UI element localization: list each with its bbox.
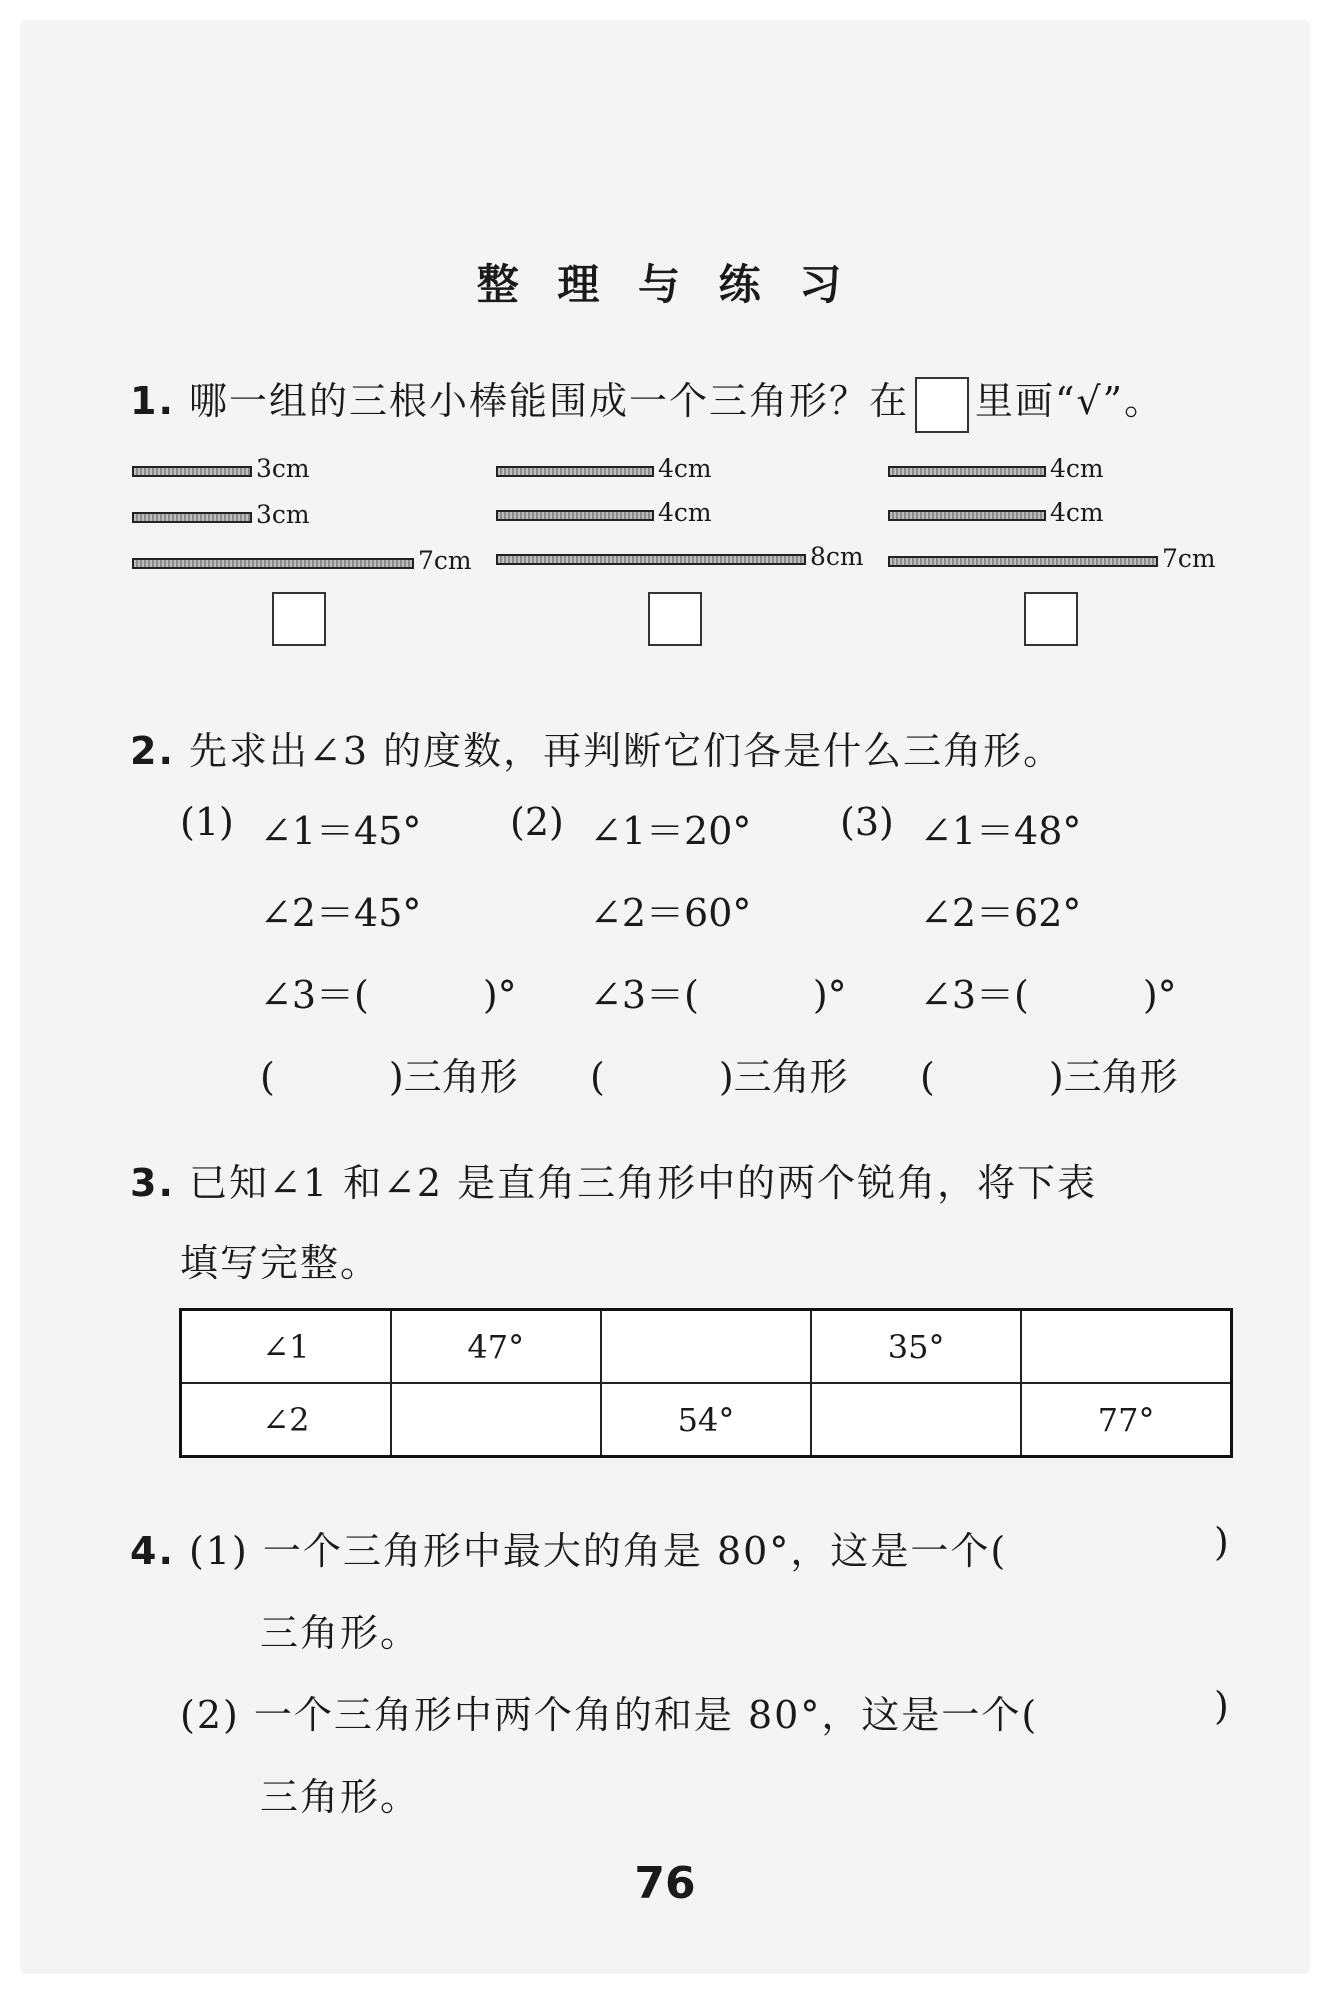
q2-item-2-number: (2) [510,800,564,844]
q2-item-2-angle3-blank[interactable]: ∠3＝( )° [590,973,847,1017]
table-cell-blank[interactable] [811,1383,1021,1457]
stick-label: 8cm [810,542,864,571]
question-3 [130,1152,1097,1207]
stick [496,510,654,521]
answer-checkbox-3[interactable] [1024,592,1078,646]
q4-part-2-text: 一个三角形中两个角的和是 80°，这是一个( [253,1693,1039,1737]
q2-item-3-angle1: ∠1＝48° [920,809,1082,853]
page-title: 整 理 与 练 习 [476,260,854,309]
q4-part-1-close-paren: ) [1214,1520,1231,1564]
table-cell: 47° [391,1310,601,1384]
q2-item-3-number: (3) [840,800,894,844]
q2-item-3-angle2: ∠2＝62° [920,891,1082,935]
q4-part-1-number: (1) [188,1529,249,1573]
table-cell: 54° [601,1383,811,1457]
stick [888,510,1046,521]
stick [496,554,806,565]
q2-item-2-type-blank[interactable]: ( )三角形 [590,1055,848,1099]
question-2-text: 先求出∠3 的度数，再判断它们各是什么三角形。 [188,729,1064,773]
stick-label: 4cm [658,498,712,527]
q2-item-2-angle1: ∠1＝20° [590,809,752,853]
q2-item-2-angle2: ∠2＝60° [590,891,752,935]
stick-label: 4cm [1050,498,1104,527]
table-cell-blank[interactable] [391,1383,601,1457]
page-number: 76 [634,1858,696,1909]
question-1-number: 1. [130,379,175,423]
table-cell: 77° [1021,1383,1231,1457]
q4-part-2-line2: 三角形。 [260,1775,421,1819]
stick [132,466,252,477]
question-4-part-2 [180,1684,1038,1739]
question-4-part-1 [130,1520,1007,1575]
question-1-text-after: 里画“√”。 [975,379,1165,423]
stick [132,512,252,523]
stick-label: 4cm [658,454,712,483]
question-3-line2: 填写完整。 [180,1241,381,1285]
q4-part-2-close-paren: ) [1214,1684,1231,1728]
question-3-number: 3. [130,1161,175,1205]
stick-label: 7cm [418,546,472,575]
stick [888,466,1046,477]
table-cell-blank[interactable] [1021,1310,1231,1384]
q4-part-2-number: (2) [180,1693,240,1737]
example-checkbox [915,377,969,433]
answer-checkbox-1[interactable] [272,592,326,646]
stick [496,466,654,477]
q2-item-1-angle3-blank[interactable]: ∠3＝( )° [260,973,517,1017]
table-cell: 35° [811,1310,1021,1384]
q2-item-3-type-blank[interactable]: ( )三角形 [920,1055,1178,1099]
question-1-text-before: 哪一组的三根小棒能围成一个三角形？在 [188,379,909,423]
worksheet-page [20,20,1310,1974]
stick-label: 4cm [1050,454,1104,483]
stick [888,556,1158,567]
question-1 [130,370,1164,433]
q2-item-3-angle3-blank[interactable]: ∠3＝( )° [920,973,1177,1017]
table-row-angle2 [181,1383,1232,1457]
stick-label: 3cm [256,454,310,483]
table-cell: ∠1 [181,1310,391,1384]
angle-table [179,1308,1233,1458]
stick-label: 3cm [256,500,310,529]
q2-item-1-type-blank[interactable]: ( )三角形 [260,1055,518,1099]
stick [132,558,414,569]
stick-label: 7cm [1162,544,1216,573]
q2-item-1-number: (1) [180,800,234,844]
table-row-angle1 [181,1310,1232,1384]
question-2-number: 2. [130,729,175,773]
q2-item-1-angle1: ∠1＝45° [260,809,422,853]
table-cell-blank[interactable] [601,1310,811,1384]
table-cell: ∠2 [181,1383,391,1457]
q4-part-1-line2: 三角形。 [260,1611,421,1655]
question-2 [130,720,1063,775]
question-3-line1: 已知∠1 和∠2 是直角三角形中的两个锐角，将下表 [188,1161,1098,1205]
question-4-number: 4. [130,1529,175,1573]
q2-item-1-angle2: ∠2＝45° [260,891,422,935]
answer-checkbox-2[interactable] [648,592,702,646]
q4-part-1-text: 一个三角形中最大的角是 80°，这是一个( [262,1529,1008,1573]
